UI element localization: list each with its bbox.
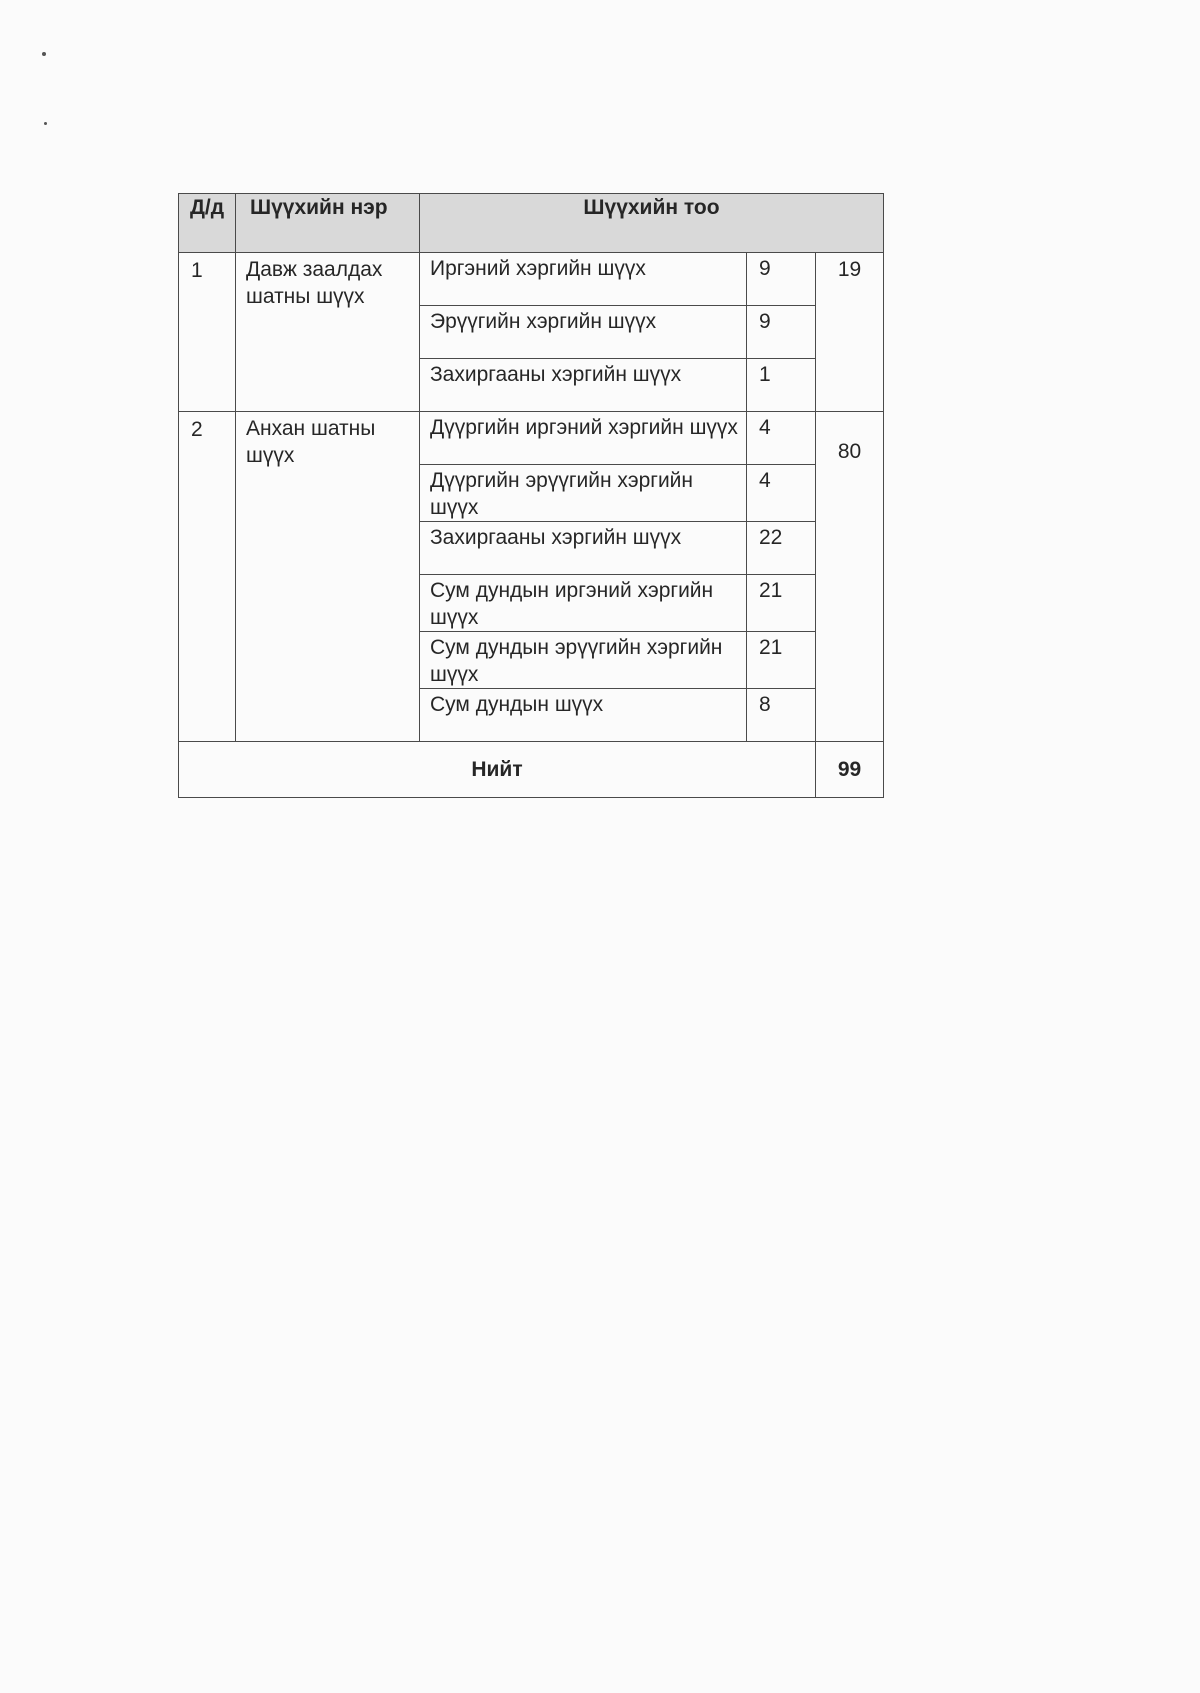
court-count: 4 (747, 465, 816, 522)
court-count: 21 (747, 632, 816, 689)
courts-table (178, 193, 884, 798)
court-type: Сум дундын шүүх (420, 689, 747, 742)
court-count: 9 (747, 253, 816, 306)
court-count: 22 (747, 522, 816, 575)
table-header-row (179, 194, 884, 253)
group-name: Анхан шатны шүүх (236, 412, 420, 742)
court-type: Эрүүгийн хэргийн шүүх (420, 306, 747, 359)
summary-row (179, 742, 884, 798)
header-court-count: Шүүхийн тоо (420, 194, 884, 253)
court-type: Захиргааны хэргийн шүүх (420, 359, 747, 412)
group-number: 1 (179, 253, 236, 412)
court-type: Сум дундын эрүүгийн хэргийн шүүх (420, 632, 747, 689)
court-type: Дүүргийн эрүүгийн хэргийн шүүх (420, 465, 747, 522)
court-count: 4 (747, 412, 816, 465)
court-count: 1 (747, 359, 816, 412)
summary-total: 99 (816, 742, 884, 798)
court-count: 8 (747, 689, 816, 742)
scan-speck (42, 52, 46, 56)
table-row (179, 253, 884, 306)
court-type: Иргэний хэргийн шүүх (420, 253, 747, 306)
group-total: 19 (816, 253, 884, 412)
table-row (179, 412, 884, 465)
court-count: 9 (747, 306, 816, 359)
court-type: Захиргааны хэргийн шүүх (420, 522, 747, 575)
court-type: Сум дундын иргэний хэргийн шүүх (420, 575, 747, 632)
group-name: Давж заалдах шатны шүүх (236, 253, 420, 412)
header-number: Д/д (179, 194, 236, 253)
court-type: Дүүргийн иргэний хэргийн шүүх (420, 412, 747, 465)
group-number: 2 (179, 412, 236, 742)
header-court-name: Шүүхийн нэр (236, 194, 420, 253)
scan-speck (44, 122, 47, 125)
court-count: 21 (747, 575, 816, 632)
group-total: 80 (816, 412, 884, 742)
summary-label: Нийт (179, 742, 816, 798)
